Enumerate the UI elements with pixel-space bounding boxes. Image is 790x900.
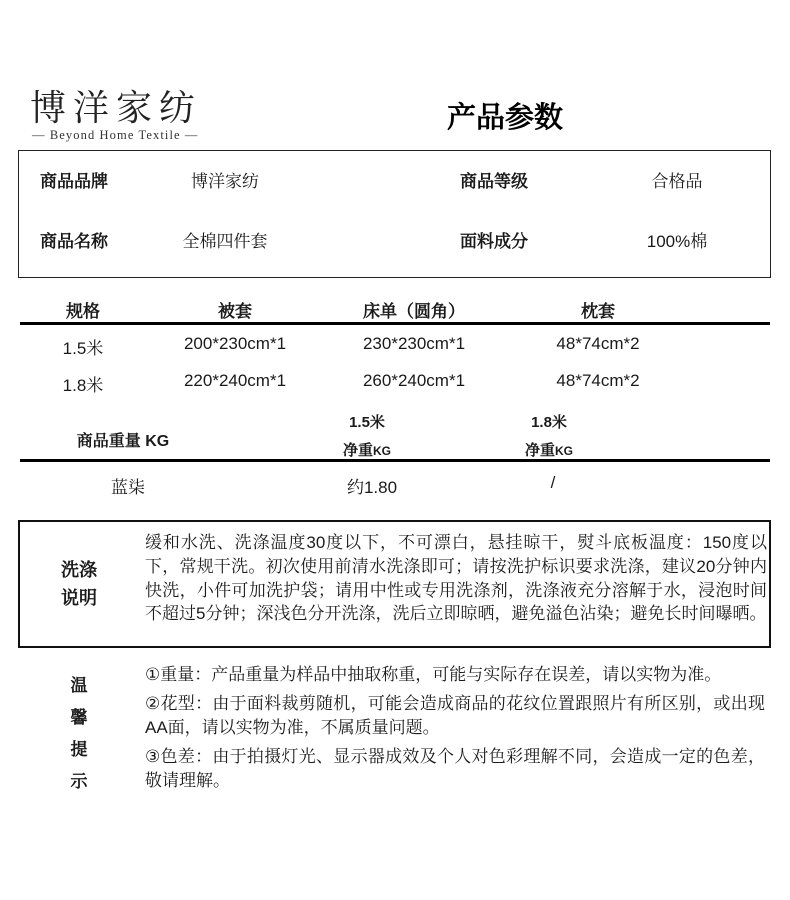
tips-item-color: ③色差：由于拍摄灯光、显示器成效及个人对色彩理解不同，会造成一定的色差，敬请理解。 [145, 747, 765, 790]
spec-cell-sheet-2: 260*240cm*1 [362, 371, 466, 390]
weight-col1-net-unit: KG [373, 444, 392, 458]
weight-row-value-18: / [550, 473, 556, 492]
weight-col1-size: 1.5米 [349, 414, 385, 431]
weight-col1-net [343, 439, 391, 460]
tips-label-char-3: 提 [70, 740, 88, 759]
info-label-name: 商品名称 [40, 232, 108, 251]
tips-label-char-2: 馨 [70, 708, 88, 727]
tips-label-char-1: 温 [70, 676, 88, 695]
tips-item-weight: ①重量：产品重量为样品中抽取称重，可能与实际存在误差，请以实物为准。 [145, 665, 722, 684]
wash-instructions-text: 缓和水洗、洗涤温度30度以下，不可漂白，悬挂晾干，熨斗底板温度：150度以下，常规干洗。初次使用前清水洗涤即可；请按洗护标识要求洗涤，建议20分钟内快洗，小件可加洗护袋；请用中性或专用洗涤剂，洗涤液充分溶解于水，浸泡时间不超过5分钟；深浅色分开洗涤，洗后立即晾晒，避免溢色沾染；避免长时间曝晒。 [145, 533, 767, 624]
weight-col2-net-unit: KG [555, 444, 574, 458]
spec-header-size: 规格 [66, 302, 100, 321]
weight-row-value-15: 约1.80 [346, 478, 398, 497]
spec-cell-pillow-1: 48*74cm*2 [556, 334, 640, 353]
wash-label-line1: 洗涤 [61, 560, 97, 580]
weight-header-rule [20, 459, 770, 462]
tips-label-char-4: 示 [70, 772, 88, 791]
spec-header-duvet: 被套 [218, 302, 252, 321]
weight-col1-net-text: 净重 [342, 442, 374, 459]
info-value-fabric: 100%棉 [646, 232, 708, 251]
weight-row-colorway: 蓝柒 [111, 478, 145, 497]
spec-cell-sheet-1: 230*230cm*1 [362, 334, 466, 353]
tips-item-pattern: ②花型：由于面料裁剪随机，可能会造成商品的花纹位置跟照片有所区别，或出现AA面，请以实物为准，不属质量问题。 [145, 694, 765, 737]
wash-label-line2: 说明 [61, 588, 97, 608]
spec-cell-pillow-2: 48*74cm*2 [556, 371, 640, 390]
info-label-grade: 商品等级 [460, 172, 528, 191]
tips-items [145, 663, 765, 798]
info-label-brand: 商品品牌 [40, 172, 108, 191]
weight-col2-net [525, 439, 573, 460]
brand-logo-chinese: 博洋家纺 [30, 88, 203, 128]
spec-cell-duvet-1: 200*230cm*1 [183, 334, 287, 353]
weight-col2-size: 1.8米 [531, 414, 567, 431]
info-value-grade: 合格品 [651, 172, 703, 191]
info-value-brand: 博洋家纺 [191, 172, 259, 191]
brand-logo-english: — Beyond Home Textile — [32, 128, 199, 142]
weight-col2-net-text: 净重 [524, 442, 556, 459]
spec-header-rule [20, 322, 770, 325]
info-value-name: 全棉四件套 [182, 232, 268, 251]
spec-cell-size-2: 1.8米 [62, 376, 104, 395]
page-title: 产品参数 [446, 102, 564, 134]
spec-header-sheet: 床单（圆角） [363, 302, 465, 321]
info-label-fabric: 面料成分 [460, 232, 528, 251]
spec-cell-duvet-2: 220*240cm*1 [183, 371, 287, 390]
spec-header-pillowcase: 枕套 [581, 302, 615, 321]
spec-cell-size-1: 1.5米 [62, 339, 104, 358]
weight-table-label: 商品重量 KG [76, 433, 170, 450]
